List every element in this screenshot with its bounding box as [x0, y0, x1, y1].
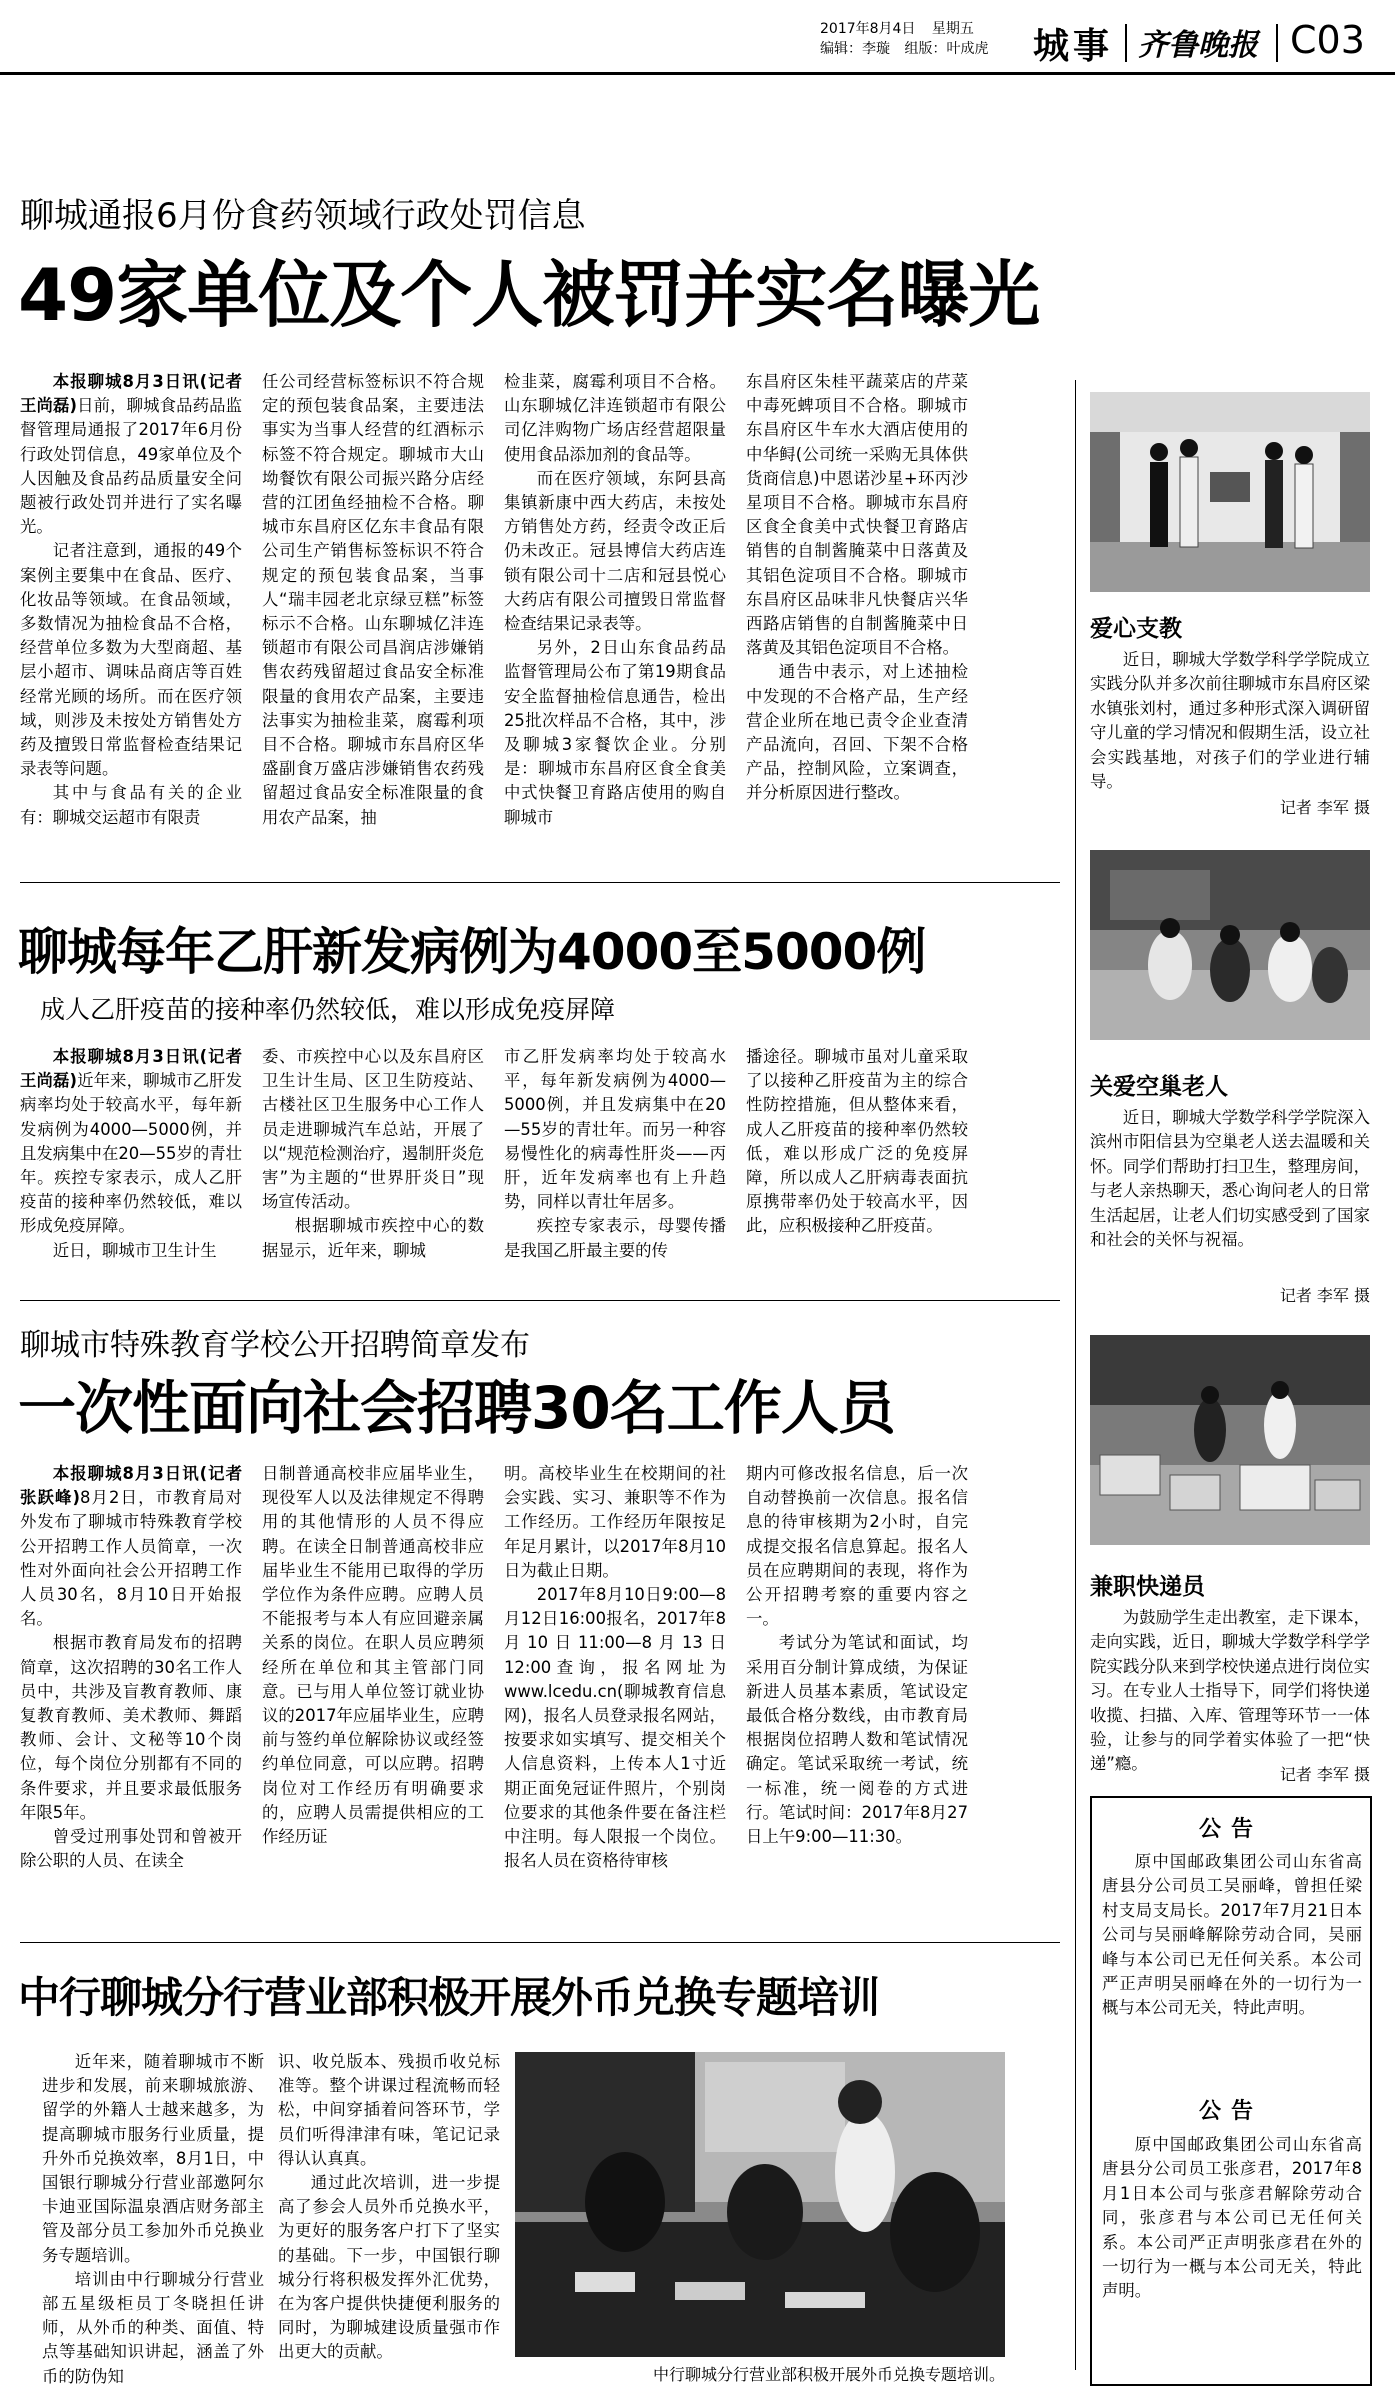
- courier-job-photo: [1090, 1335, 1370, 1545]
- article1-kicker: 聊城通报6月份食药领域行政处罚信息: [20, 196, 586, 236]
- article4-text-2: 识、收兑版本、残损币收兑标准等。整个讲课过程流畅而轻松，中间穿插着问答环节，学员们听得津津有味，笔记记录得认认真真。: [278, 2052, 500, 2168]
- page-number: C03: [1290, 18, 1365, 62]
- article1-text-1c: 其中与食品有关的企业有：聊城交运超市有限责: [20, 783, 242, 827]
- masthead-rule: [0, 72, 1395, 75]
- notice1-title: 公告: [1198, 1817, 1263, 1842]
- layout-credit: 组版：叶成虎: [904, 41, 989, 57]
- notice1-body: 原中国邮政集团公司山东省高唐县分公司员工吴丽峰，曾担任梁村支局支局长。2017年7月21日本公司与吴丽峰解除劳动合同，吴丽峰与本公司已无任何关系。本公司严正声明吴丽峰在外的一切行为一概与本公司无关，特此声明。: [1102, 1852, 1362, 2018]
- article3-kicker: 聊城市特殊教育学校公开招聘简章发布: [20, 1328, 530, 1363]
- article2-text-2b: 根据聊城市疾控中心的数据显示，近年来，聊城: [262, 1216, 484, 1260]
- paper-logo: 齐鲁晚报: [1138, 28, 1258, 63]
- article1-column-1: [20, 370, 242, 870]
- article1-text-3c: 另外，2日山东食品药品监督管理局公布了第19期食品安全监督抽检信息通告，检出25批次样品不合格，其中，涉及聊城3家餐饮企业。分别是：聊城市东昌府区食全食美中式快餐卫育路店使用的购自聊城市: [504, 638, 726, 827]
- article4-text-1: 近年来，随着聊城市不断进步和发展，前来聊城旅游、留学的外籍人士越来越多，为提高聊城市服务行业质量，提升外币兑换效率，8月1日，中国银行聊城分行营业部邀阿尔卡迪亚国际温泉酒店财务部主管及部分员工参加外币兑换业务专题培训。: [42, 2052, 264, 2265]
- article1-text-1: 日前，聊城食品药品监督管理局通报了2017年6月份行政处罚信息，49家单位及个人因触及食品药品质量安全问题被行政处罚并进行了实名曝光。: [20, 396, 242, 537]
- sidebar-story3-title: 兼职快递员: [1090, 1574, 1205, 1600]
- sidebar-divider: [1075, 380, 1076, 2370]
- article3-column-4: [746, 1462, 968, 1932]
- article2-subhead: 成人乙肝疫苗的接种率仍然较低，难以形成免疫屏障: [40, 995, 616, 1024]
- article2-column-3: [504, 1045, 726, 1290]
- article1-column-3: [504, 370, 726, 870]
- article1-column-4: [746, 370, 968, 870]
- article1-headline: 49家单位及个人被罚并实名曝光: [18, 253, 1040, 337]
- article2-text-3: 市乙肝发病率均处于较高水平，每年新发病例为4000—5000例，并且发病集中在20—55岁的青壮年。而另一种容易慢性化的病毒性肝炎——丙肝，近年发病率也有上升趋势，同样以青壮年居多。: [504, 1047, 726, 1212]
- divider-article1: [20, 882, 1060, 883]
- sidebar-story3-text: [1090, 1606, 1370, 1774]
- training-photo-image: [515, 2052, 1005, 2357]
- article3-column-3: [504, 1462, 726, 1932]
- article2-text-1b: 近日，聊城市卫生计生: [52, 1240, 217, 1260]
- issue-weekday: 星期五: [931, 21, 974, 37]
- sidebar-story1-credit: 记者 李军 摄: [1279, 798, 1370, 817]
- article2-text-1: 近年来，聊城市乙肝发病率均处于较高水平，每年新发病例为4000—5000例，并且发病集中在20—55岁的青壮年。疾控专家表示，成人乙肝疫苗的接种率仍然较低，难以形成免疫屏障。: [20, 1071, 243, 1236]
- article2-column-2: [262, 1045, 484, 1290]
- article3-text-2: 日制普通高校非应届毕业生，现役军人以及法律规定不得聘用的其他情形的人员不得应聘。在读全日制普通高校非应届毕业生不能用已取得的学历学位作为条件应聘。应聘人员不能报考与本人有应回避亲属关系的岗位。在职人员应聘须经所在单位和其主管部门同意。已与用人单位签订就业协议的2017年应届毕业生，应聘前与签约单位解除协议或经签约单位同意，可以应聘。招聘岗位对工作经历有明确要求的，应聘人员需提供相应的工作经历证: [262, 1464, 485, 1847]
- sidebar-story1-text: [1090, 648, 1370, 792]
- article1-text-4: 东昌府区朱桂平蔬菜店的芹菜中毒死蜱项目不合格。聊城市东昌府区牛车水大酒店使用的中华鲟(公司统一采购无具体供货商信息)中恩诺沙星+环丙沙星项目不合格。聊城市东昌府区食全食美中式快餐卫育路店销售的自制酱腌菜中日落黄及其铝色淀项目不合格。聊城市东昌府区品味非凡快餐店兴华西路店销售的自制酱腌菜中日落黄及其铝色淀项目不合格。: [746, 372, 968, 658]
- article1-text-3b: 而在医疗领域，东阿县高集镇新康中西大药店，未按处方销售处方药，经责令改正后仍未改正。冠县博信大药店连锁有限公司十二店和冠县悦心大药店有限公司擅毁日常监督检查结果记录表等。: [504, 468, 726, 634]
- article3-text-1b: 根据市教育局发布的招聘简章，这次招聘的30名工作人员中，共涉及盲教育教师、康复教育教师、美术教师、舞蹈教师、会计、文秘等10个岗位，每个岗位分别都有不同的条件要求，并且要求最低服务年限5年。: [20, 1633, 242, 1822]
- sidebar-story2-credit: 记者 李军 摄: [1279, 1286, 1370, 1305]
- article1-column-2: [262, 370, 484, 870]
- masthead-divider-2: [1276, 24, 1278, 62]
- article3-text-3b: 2017年8月10日9:00—8月12日16:00报名，2017年8月10日11:00—8月13日12:00查询，报名网址为www.lcedu.cn(聊城教育信息网)，报名人员登录报名网站，按要求如实填写、提交相关个人信息资料，上传本人1寸近期正面免冠证件照片，个别岗位要求的其他条件要在备注栏中注明。每人限报一个岗位。报名人员在资格待审核: [504, 1585, 726, 1871]
- article4-headline: 中行聊城分行营业部积极开展外币兑换专题培训: [18, 1973, 880, 2022]
- article3-text-1: 8月2日，市教育局对外发布了聊城市特殊教育学校公开招聘工作人员简章，一次性对外面向社会公开招聘工作人员30名，8月10日开始报名。: [20, 1488, 242, 1629]
- volunteer-teaching-photo: [1090, 392, 1370, 592]
- editor-credit: 编辑：李璇: [820, 41, 890, 57]
- masthead-divider-1: [1125, 24, 1127, 62]
- sidebar-story2-text: [1090, 1106, 1370, 1276]
- sidebar-story1-body: 近日，聊城大学数学科学学院成立实践分队并多次前往聊城市东昌府区梁水镇张刘村，通过多种形式深入调研留守儿童的学习情况和假期生活，设立社会实践基地，对孩子们的学业进行辅导。: [1090, 650, 1370, 792]
- sidebar-story2-body: 近日，聊城大学数学科学学院深入滨州市阳信县为空巢老人送去温暖和关怀。同学们帮助打扫卫生，整理房间，与老人亲热聊天，悉心询问老人的日常生活起居，让老人们切实感受到了国家和社会的关怀与祝福。: [1090, 1108, 1370, 1250]
- divider-article2: [20, 1300, 1060, 1301]
- article4-column-1: [42, 2050, 264, 2386]
- article3-headline: 一次性面向社会招聘30名工作人员: [18, 1374, 895, 1442]
- sidebar-story3-credit: 记者 李军 摄: [1279, 1765, 1370, 1784]
- issue-date: 2017年8月4日: [820, 21, 916, 37]
- article2-column-1: [20, 1045, 242, 1290]
- article3-byline: 本报聊城8月3日讯(记者 张跃峰): [20, 1464, 242, 1508]
- article1-text-1b: 记者注意到，通报的49个案例主要集中在食品、医疗、化妆品等领域。在食品领域，多数情况为抽检食品不合格，经营单位多数为大型商超、基层小超市、调味品商店等百姓经常光顾的场所。而在医疗领域，则涉及未按处方销售处方药及擅毁日常监督检查结果记录表等问题。: [20, 541, 242, 779]
- article1-text-4b: 通告中表示，对上述抽检中发现的不合格产品，生产经营企业所在地已责令企业查清产品流向，召回、下架不合格产品，控制风险，立案调查，并分析原因进行整改。: [746, 662, 968, 803]
- article2-text-4: 播途径。聊城市虽对儿童采取了以接种乙肝疫苗为主的综合性防控措施，但从整体来看，成人乙肝疫苗的接种率仍然较低，难以形成广泛的免疫屏障，所以成人乙肝病毒表面抗原携带率仍处于较高水平，因此，应积极接种乙肝疫苗。: [746, 1047, 968, 1236]
- notice2-body: 原中国邮政集团公司山东省高唐县分公司员工张彦君，2017年8月1日本公司与张彦君解除劳动合同，张彦君与本公司已无任何关系。本公司严正声明张彦君在外的一切行为一概与本公司无关，特此声明。: [1102, 2135, 1362, 2301]
- notice1-text: [1102, 1850, 1362, 2078]
- masthead: [0, 0, 1395, 70]
- article3-text-4b: 考试分为笔试和面试，均采用百分制计算成绩，为保证新进人员基本素质，笔试设定最低合格分数线，由市教育局根据岗位招聘人数和笔试情况确定。笔试采取统一考试，统一标准，统一阅卷的方式进行。笔试时间：2017年8月27日上午9:00—11:30。: [746, 1633, 968, 1847]
- empty-nest-elderly-photo: [1090, 850, 1370, 1040]
- article3-text-4: 期内可修改报名信息，后一次自动替换前一次信息。报名信息的待审核期为2小时，自完成提交报名信息算起。报名人员在应聘期间的表现，将作为公开招聘考察的重要内容之一。: [746, 1464, 968, 1629]
- article2-headline: 聊城每年乙肝新发病例为4000至5000例: [18, 923, 926, 981]
- article3-text-3: 明。高校毕业生在校期间的社会实践、实习、兼职等不作为工作经历。工作经历年限按足年足月累计，以2017年8月10日为截止日期。: [504, 1464, 726, 1580]
- article2-text-3b: 疾控专家表示，母婴传播是我国乙肝最主要的传: [504, 1216, 726, 1260]
- article4-text-1b: 培训由中行聊城分行营业部五星级柜员丁冬晓担任讲师，从外币的种类、面值、特点等基础知识讲起，涵盖了外币的防伪知: [42, 2269, 264, 2386]
- article1-text-3: 检韭菜，腐霉利项目不合格。山东聊城亿沣连锁超市有限公司亿沣购物广场店经营超限量使用食品添加剂的食品等。: [504, 372, 726, 464]
- article4-photo: [515, 2052, 1005, 2357]
- article3-text-1c: 曾受过刑事处罚和曾被开除公职的人员、在读全: [20, 1827, 242, 1871]
- article2-column-4: [746, 1045, 968, 1290]
- notice-box: [1090, 1796, 1372, 2386]
- article1-byline: 本报聊城8月3日讯(记者 王尚磊): [20, 372, 242, 416]
- sidebar-photo-3: [1090, 1335, 1370, 1545]
- article4-column-2: [278, 2050, 500, 2380]
- sidebar-story1-title: 爱心支教: [1090, 616, 1182, 642]
- sidebar-photo-2: [1090, 850, 1370, 1040]
- notice2-text: [1102, 2133, 1362, 2363]
- sidebar-photo-1: [1090, 392, 1370, 592]
- article4-text-2b: 通过此次培训，进一步提高了参会人员外币兑换水平，为更好的服务客户打下了坚实的基础。下一步，中国银行聊城分行将积极发挥外汇优势，在为客户提供快捷便利服务的同时，为聊城建设质量强市作出更大的贡献。: [278, 2173, 500, 2362]
- sidebar-story2-title: 关爱空巢老人: [1090, 1074, 1228, 1100]
- article2-byline: 本报聊城8月3日讯(记者 王尚磊): [20, 1047, 242, 1091]
- divider-article3: [20, 1942, 1060, 1943]
- article2-text-2: 委、市疾控中心以及东昌府区卫生计生局、区卫生防疫站、古楼社区卫生服务中心工作人员走进聊城汽车总站，开展了以“规范检测治疗，遏制肝炎危害”为主题的“世界肝炎日”现场宣传活动。: [262, 1047, 484, 1212]
- article1-text-2: 任公司经营标签标识不符合规定的预包装食品案，主要违法事实为当事人经营的红酒标示标签不符合规定。聊城市大山坳餐饮有限公司振兴路分店经营的江团鱼经抽检不合格。聊城市东昌府区亿东丰食品有限公司生产销售标签标识不符合规定的预包装食品案，当事人“瑞丰园老北京绿豆糕”标签标示不合格。山东聊城亿沣连锁超市有限公司昌润店涉嫌销售农药残留超过食品安全标准限量的食用农产品案，主要违法事实为抽检韭菜，腐霉利项目不合格。聊城市东昌府区华盛副食万盛店涉嫌销售农药残留超过食品安全标准限量的食用农产品案，抽: [262, 372, 484, 827]
- section-name: 城事: [1033, 26, 1114, 67]
- article3-column-1: [20, 1462, 242, 1932]
- sidebar-story3-body: 为鼓励学生走出教室，走下课本，走向实践，近日，聊城大学数学科学学院实践分队来到学校快递点进行岗位实习。在专业人士指导下，同学们将快递收揽、扫描、入库、管理等环节一一体验，让参与的同学着实体验了一把“快递”瘾。: [1090, 1608, 1370, 1774]
- notice2-title: 公告: [1198, 2099, 1263, 2124]
- article4-photo-caption: 中行聊城分行营业部积极开展外币兑换专题培训。: [652, 2365, 1005, 2384]
- article3-column-2: [262, 1462, 484, 1932]
